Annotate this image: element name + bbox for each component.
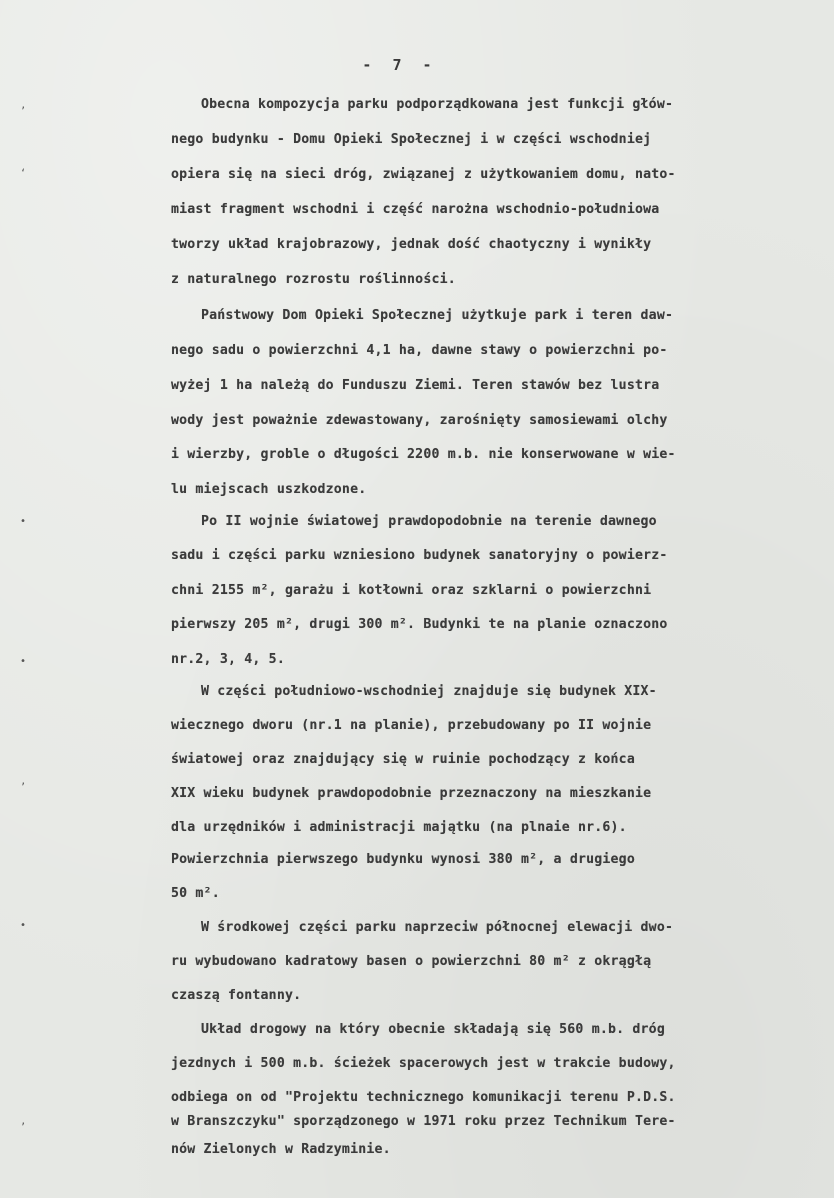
margin-mark: • xyxy=(20,920,27,931)
margin-mark: ’ xyxy=(20,1122,27,1133)
text-line: nr.2, 3, 4, 5. xyxy=(171,652,285,667)
text-line: chni 2155 m², garażu i kotłowni oraz szklarni o powierzchni xyxy=(171,583,652,598)
text-line: jezdnych i 500 m.b. ścieżek spacerowych jest w trakcie budowy, xyxy=(171,1056,676,1071)
text-line: opiera się na sieci dróg, związanej z użytkowaniem domu, nato- xyxy=(171,167,676,182)
text-line: lu miejscach uszkodzone. xyxy=(171,482,367,497)
text-line: z naturalnego rozrostu roślinności. xyxy=(171,272,456,287)
text-line: 50 m². xyxy=(171,886,220,901)
margin-mark: ’ xyxy=(20,782,27,793)
text-line: nego sadu o powierzchni 4,1 ha, dawne stawy o powierzchni po- xyxy=(171,343,668,358)
text-line: pierwszy 205 m², drugi 300 m². Budynki te na planie oznaczono xyxy=(171,617,668,632)
text-line: XIX wieku budynek prawdopodobnie przeznaczony na mieszkanie xyxy=(171,786,652,801)
text-line: w Branszczyku" sporządzonego w 1971 roku przez Technikum Tere- xyxy=(171,1114,676,1129)
margin-mark: • xyxy=(20,656,27,667)
text-line: Po II wojnie światowej prawdopodobnie na terenie dawnego xyxy=(201,514,657,529)
text-line: nów Zielonych w Radzyminie. xyxy=(171,1142,391,1157)
text-line: wiecznego dworu (nr.1 na planie), przebudowany po II wojnie xyxy=(171,718,652,733)
page-number: - 7 - xyxy=(362,56,438,74)
text-line: sadu i części parku wzniesiono budynek sanatoryjny o powierz- xyxy=(171,548,668,563)
text-line: czaszą fontanny. xyxy=(171,988,302,1003)
text-line: Powierzchnia pierwszego budynku wynosi 380 m², a drugiego xyxy=(171,852,635,867)
text-line: ru wybudowano kadratowy basen o powierzchni 80 m² z okrągłą xyxy=(171,954,652,969)
text-line: wyżej 1 ha należą do Funduszu Ziemi. Teren stawów bez lustra xyxy=(171,378,660,393)
text-line: tworzy układ krajobrazowy, jednak dość chaotyczny i wynikły xyxy=(171,237,652,252)
text-line: odbiega on od "Projektu technicznego komunikacji terenu P.D.S. xyxy=(171,1090,676,1105)
text-line: Państwowy Dom Opieki Społecznej użytkuje park i teren daw- xyxy=(201,308,674,323)
text-line: W środkowej części parku naprzeciw północnej elewacji dwo- xyxy=(201,920,674,935)
text-line: i wierzby, groble o długości 2200 m.b. nie konserwowane w wie- xyxy=(171,447,676,462)
text-line: dla urzędników i administracji majątku (na plnaie nr.6). xyxy=(171,820,627,835)
margin-mark: ‘ xyxy=(20,168,27,179)
margin-mark: • xyxy=(20,516,27,527)
text-line: wody jest poważnie zdewastowany, zarośnięty samosiewami olchy xyxy=(171,413,668,428)
text-line: nego budynku - Domu Opieki Społecznej i w części wschodniej xyxy=(171,132,652,147)
text-line: Obecna kompozycja parku podporządkowana jest funkcji głów- xyxy=(201,97,674,112)
text-line: Układ drogowy na który obecnie składają się 560 m.b. dróg xyxy=(201,1022,665,1037)
margin-mark: ’ xyxy=(20,106,27,117)
text-line: W części południowo-wschodniej znajduje się budynek XIX- xyxy=(201,684,657,699)
text-line: światowej oraz znajdujący się w ruinie pochodzący z końca xyxy=(171,752,635,767)
text-line: miast fragment wschodni i część narożna wschodnio-południowa xyxy=(171,202,660,217)
